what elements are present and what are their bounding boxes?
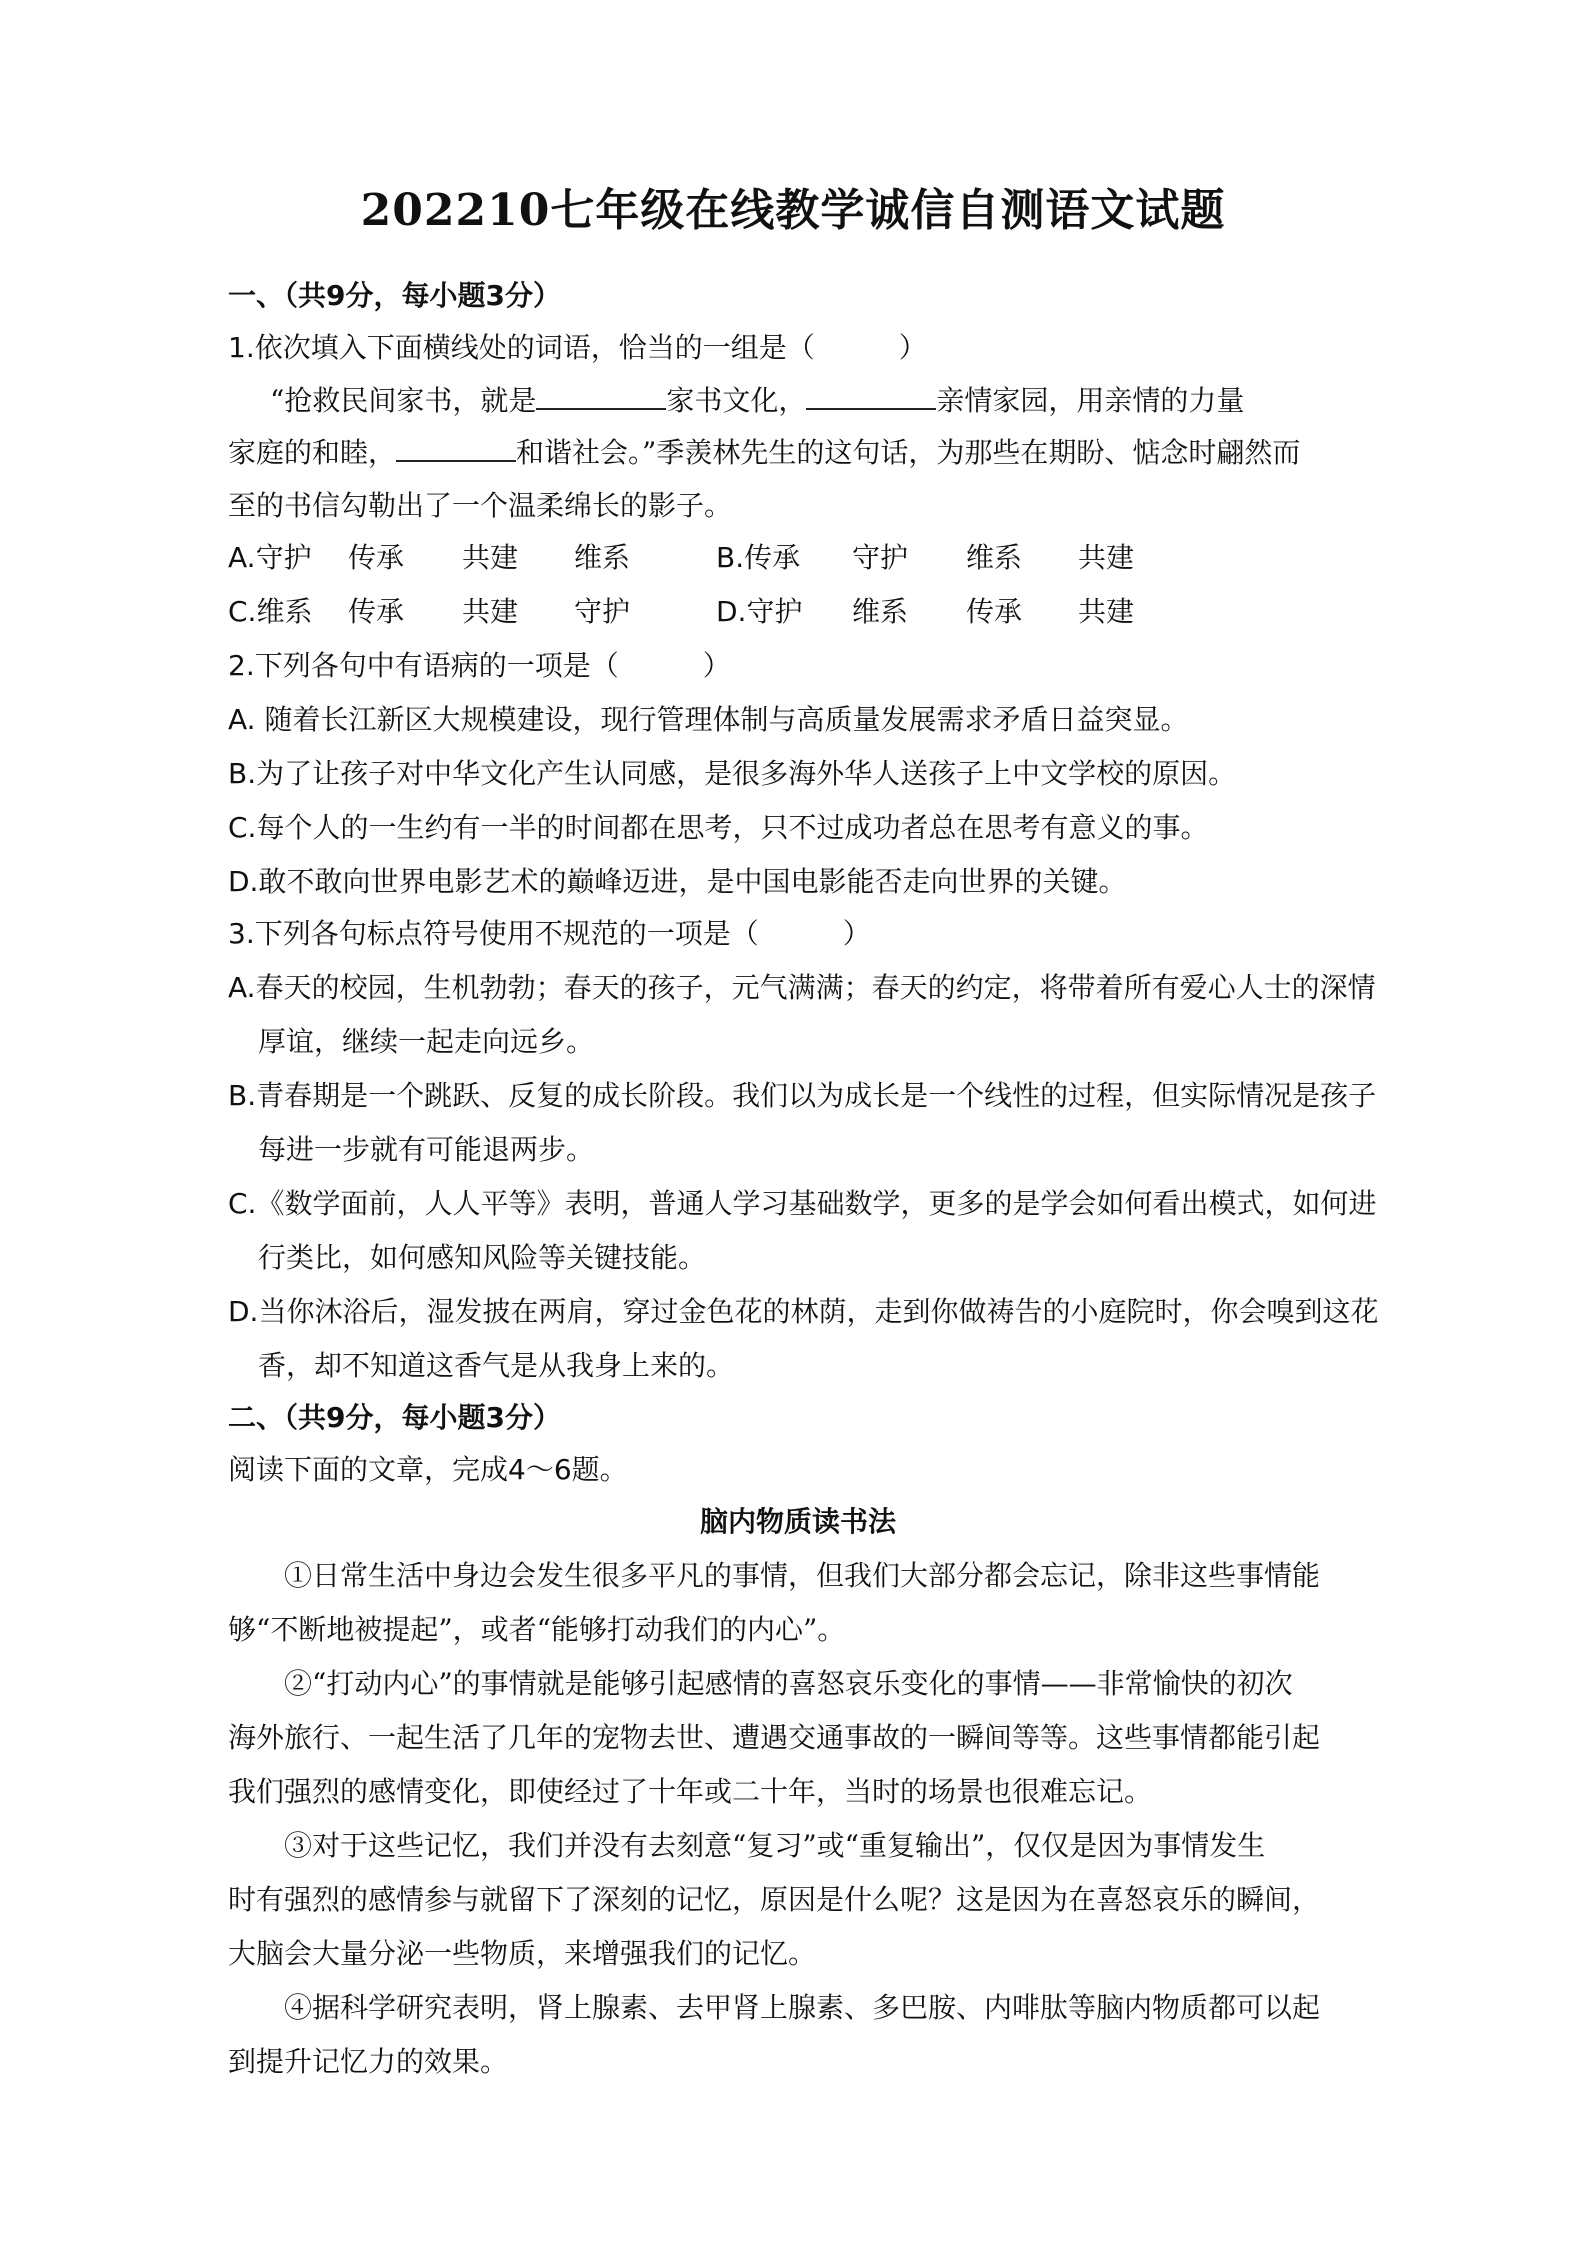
q1-option-a: A.守护 — [228, 541, 312, 574]
q1-options-row-2 — [228, 592, 1368, 632]
exam-title: 202210七年级在线教学诚信自测语文试题 — [360, 185, 1226, 236]
article-paragraph-line: ③对于这些记忆，我们并没有去刻意“复习”或“重复输出”，仅仅是因为事情发生 — [284, 1829, 1266, 1862]
q3-option-a-line-2: 厚谊，继续一起走向远乡。 — [258, 1025, 595, 1058]
article-paragraph-line: ①日常生活中身边会发生很多平凡的事情，但我们大部分都会忘记，除非这些事情能 — [284, 1559, 1321, 1592]
q1-option-b-word: 共建 — [1078, 541, 1135, 574]
q1-option-c-word: 传承 — [348, 595, 405, 628]
article-paragraph-line: 到提升记忆力的效果。 — [228, 2045, 509, 2078]
article-paragraph-line: 我们强烈的感情变化，即使经过了十年或二十年，当时的场景也很难忘记。 — [228, 1775, 1153, 1808]
section-2-intro: 阅读下面的文章，完成4～6题。 — [228, 1453, 628, 1486]
section-2-heading: 二、（共9分，每小题3分） — [228, 1401, 561, 1434]
q1-option-d-word: 共建 — [1078, 595, 1135, 628]
q1-option-d: D.守护 — [716, 595, 803, 628]
article-paragraph-line: 海外旅行、一起生活了几年的宠物去世、遭遇交通事故的一瞬间等等。这些事情都能引起 — [228, 1721, 1321, 1754]
article-paragraph-line: ④据科学研究表明，肾上腺素、去甲肾上腺素、多巴胺、内啡肽等脑内物质都可以起 — [284, 1991, 1321, 2024]
q1-options-row-1 — [228, 538, 1368, 578]
article-paragraph-line: 大脑会大量分泌一些物质，来增强我们的记忆。 — [228, 1937, 817, 1970]
q1-passage-part: 家庭的和睦， — [228, 436, 397, 469]
q1-option-a-word: 传承 — [348, 541, 405, 574]
q1-option-b: B.传承 — [716, 541, 801, 574]
q1-stem: 1.依次填入下面横线处的词语，恰当的一组是（ ） — [228, 331, 927, 364]
q3-option-d-line-2: 香，却不知道这香气是从我身上来的。 — [258, 1349, 735, 1382]
q3-option-c-line-1: C.《数学面前，人人平等》表明，普通人学习基础数学，更多的是学会如何看出模式，如何进 — [228, 1187, 1377, 1220]
q1-option-b-word: 维系 — [966, 541, 1023, 574]
q1-option-d-word: 维系 — [852, 595, 909, 628]
q2-stem: 2.下列各句中有语病的一项是（ ） — [228, 649, 731, 682]
q1-option-a-word: 维系 — [574, 541, 631, 574]
fill-blank-2 — [806, 380, 936, 410]
q1-option-c: C.维系 — [228, 595, 313, 628]
q1-passage-line-2 — [228, 432, 1368, 473]
q1-passage-part: “抢救民间家书，就是 — [270, 384, 537, 417]
q1-option-a-word: 共建 — [462, 541, 519, 574]
q3-option-b-line-2: 每进一步就有可能退两步。 — [258, 1133, 595, 1166]
q1-passage-part: 家书文化， — [666, 384, 807, 417]
q1-option-d-word: 传承 — [966, 595, 1023, 628]
q1-passage-line-1 — [270, 380, 1368, 421]
q1-option-b-word: 守护 — [852, 541, 909, 574]
q1-option-c-word: 守护 — [574, 595, 631, 628]
q2-option-a: A. 随着长江新区大规模建设，现行管理体制与高质量发展需求矛盾日益突显。 — [228, 703, 1189, 736]
q3-option-a-line-1: A.春天的校园，生机勃勃；春天的孩子，元气满满；春天的约定，将带着所有爱心人士的深情 — [228, 971, 1376, 1004]
q3-option-d-line-1: D.当你沐浴后，湿发披在两肩，穿过金色花的林荫，走到你做祷告的小庭院时，你会嗅到这花 — [228, 1295, 1379, 1328]
q2-option-b: B.为了让孩子对中华文化产生认同感，是很多海外华人送孩子上中文学校的原因。 — [228, 757, 1237, 790]
q2-option-c: C.每个人的一生约有一半的时间都在思考，只不过成功者总在思考有意义的事。 — [228, 811, 1209, 844]
q3-stem: 3.下列各句标点符号使用不规范的一项是（ ） — [228, 917, 871, 950]
fill-blank-3 — [396, 432, 516, 462]
article-title: 脑内物质读书法 — [699, 1505, 896, 1538]
q2-option-d: D.敢不敢向世界电影艺术的巅峰迈进，是中国电影能否走向世界的关键。 — [228, 865, 1127, 898]
q1-option-c-word: 共建 — [462, 595, 519, 628]
q3-option-c-line-2: 行类比，如何感知风险等关键技能。 — [258, 1241, 707, 1274]
article-paragraph-line: 时有强烈的感情参与就留下了深刻的记忆，原因是什么呢？这是因为在喜怒哀乐的瞬间， — [228, 1883, 1321, 1916]
fill-blank-1 — [536, 380, 666, 410]
q1-passage-part: 和谐社会。”季羡林先生的这句话，为那些在期盼、惦念时翩然而 — [516, 436, 1301, 469]
q1-passage-line-3: 至的书信勾勒出了一个温柔绵长的影子。 — [228, 489, 733, 522]
q1-passage-part: 亲情家园，用亲情的力量 — [936, 384, 1245, 417]
q3-option-b-line-1: B.青春期是一个跳跃、反复的成长阶段。我们以为成长是一个线性的过程，但实际情况是孩子 — [228, 1079, 1377, 1112]
section-1-heading: 一、（共9分，每小题3分） — [228, 279, 561, 312]
article-paragraph-line: 够“不断地被提起”，或者“能够打动我们的内心”。 — [228, 1613, 846, 1646]
article-paragraph-line: ②“打动内心”的事情就是能够引起感情的喜怒哀乐变化的事情——非常愉快的初次 — [284, 1667, 1293, 1700]
